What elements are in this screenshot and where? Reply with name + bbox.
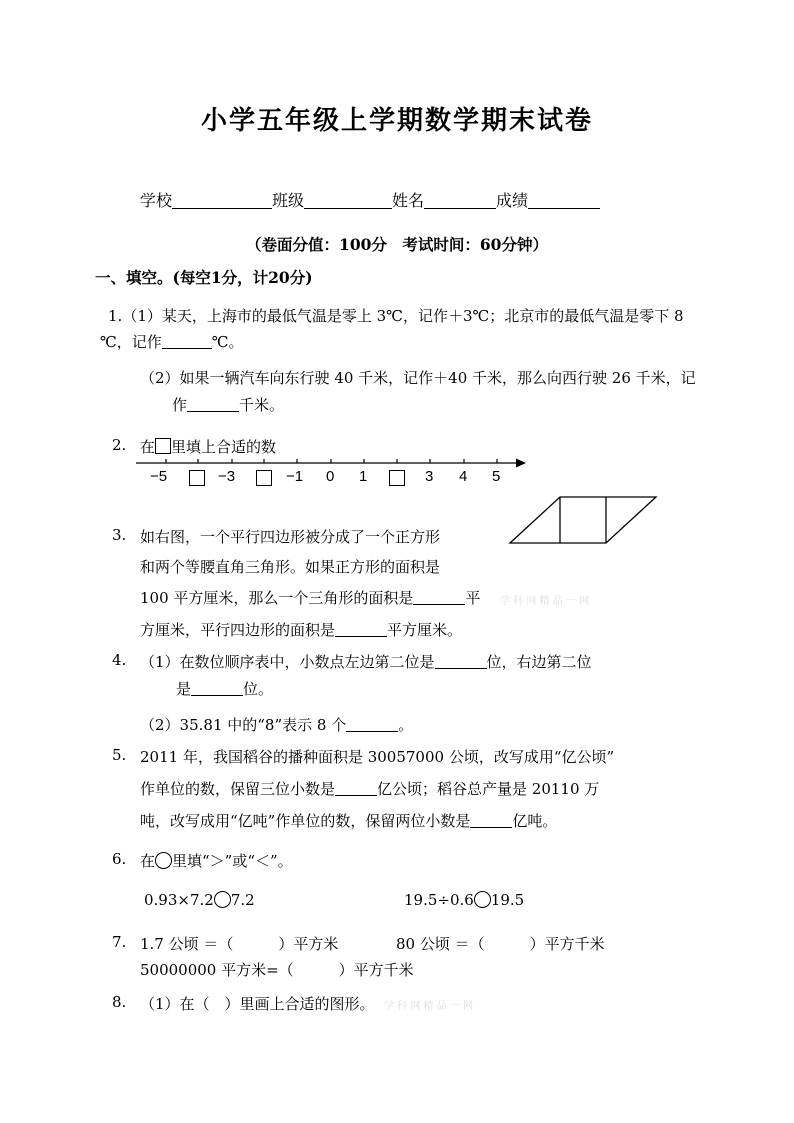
school-blank: [172, 192, 272, 209]
question-8-number: 8.: [112, 993, 127, 1011]
number-line-label: −5: [150, 468, 168, 485]
question-text: 作单位的数，保留三位小数是: [140, 780, 336, 798]
compare-item-a: [144, 891, 255, 909]
question-text: 在: [140, 438, 156, 456]
conversion-c: 50000000 平方米=（ ）平方千米: [140, 961, 414, 979]
circle-icon: [474, 891, 491, 908]
class-blank: [304, 192, 392, 209]
circle-icon: [214, 891, 231, 908]
question-5-line-1: 2011 年，我国稻谷的播种面积是 30057000 公顷，改写成用“亿公顷”: [140, 748, 615, 766]
score-label: 成绩: [496, 191, 529, 210]
number-line-label: −1: [286, 468, 304, 485]
question-4-line-3: [140, 714, 413, 735]
question-text: 里填上合适的数: [171, 438, 277, 456]
name-blank: [424, 192, 496, 209]
conversion-a: 1.7 公顷 ＝（ ）平方米: [140, 935, 339, 953]
question-6-text: [140, 850, 293, 871]
question-text: 亿公顷；稻谷总产量是 20110 万: [377, 780, 600, 798]
section-heading: 一、填空。(每空1分，计20分): [95, 268, 313, 287]
box-icon: [256, 470, 272, 486]
number-line-label: 5: [492, 468, 501, 485]
question-5-line-2: [140, 778, 599, 799]
class-label: 班级: [272, 191, 305, 210]
question-number: 1.: [108, 307, 123, 325]
answer-blank: [435, 654, 487, 669]
question-6-number: 6.: [112, 850, 127, 868]
question-5-number: 5.: [112, 746, 127, 764]
question-text: ℃。: [211, 333, 244, 351]
circle-icon: [155, 852, 172, 869]
question-3-line-2: 和两个等腰直角三角形。如果正方形的面积是: [140, 558, 441, 576]
question-text: 是: [176, 680, 192, 698]
arrow-icon: [516, 459, 526, 468]
box-icon: [389, 470, 405, 486]
school-label: 学校: [140, 191, 173, 210]
number-line-label: 3: [425, 468, 434, 485]
question-text: （2）35.81 中的“8”表示 8 个: [140, 716, 347, 734]
answer-blank: [413, 590, 465, 605]
question-2-text: [140, 436, 276, 457]
question-text: 位。: [243, 680, 274, 698]
question-3-line-1: 如右图，一个平行四边形被分成了一个正方形: [140, 528, 441, 546]
question-4-line-1: [140, 651, 592, 672]
question-text: 吨，改写成用“亿吨”作单位的数，保留两位小数是: [140, 812, 471, 830]
number-line-box: [189, 469, 205, 488]
answer-blank: [187, 397, 239, 412]
question-text: （1）在数位顺序表中，小数点左边第二位是: [140, 653, 435, 671]
number-line-box: [256, 469, 272, 488]
expression: 19.5: [490, 891, 525, 909]
question-8-text: （1）在（ ）里画上合适的图形。: [140, 995, 375, 1013]
question-4-number: 4.: [112, 651, 127, 669]
question-text: 作: [172, 396, 188, 414]
parallelogram-figure: [508, 494, 660, 546]
answer-blank: [346, 717, 398, 732]
score-blank: [528, 192, 600, 209]
page-title: 小学五年级上学期数学期末试卷: [200, 106, 593, 136]
question-text: ℃，记作: [100, 333, 162, 351]
question-5-line-3: [140, 810, 557, 831]
question-4-line-2: [176, 678, 273, 699]
number-line-label: 1: [359, 468, 368, 485]
question-text: 里填“＞”或“＜”。: [172, 852, 293, 870]
answer-blank: [191, 681, 243, 696]
answer-blank: [335, 781, 377, 796]
question-1-line-1: [108, 305, 684, 326]
question-3-number: 3.: [112, 526, 127, 544]
answer-blank: [470, 813, 512, 828]
question-text: 亿吨。: [512, 812, 558, 830]
number-line-label: −3: [218, 468, 236, 485]
conversion-b: 80 公顷 ＝（ ）平方千米: [396, 935, 605, 953]
question-1-line-2: [100, 331, 244, 352]
question-text: 100 平方厘米，那么一个三角形的面积是: [140, 589, 414, 607]
watermark: 学 科 网 精 品 一 网: [500, 596, 590, 607]
question-text: （1）某天，上海市的最低气温是零上 3℃，记作＋3℃；北京市的最低气温是零下 8: [122, 307, 684, 325]
compare-item-b: [404, 891, 524, 909]
answer-blank: [335, 622, 387, 637]
student-info-line: [140, 188, 600, 211]
question-text: 平: [465, 589, 481, 607]
box-icon: [189, 470, 205, 486]
box-icon: [155, 438, 171, 454]
question-1-part-2-line-1: （2）如果一辆汽车向东行驶 40 千米，记作＋40 千米，那么向西行驶 26 千米，记: [140, 369, 696, 387]
question-text: 位，右边第二位: [486, 653, 592, 671]
question-text: 在: [140, 852, 156, 870]
number-line-label: 0: [326, 468, 335, 485]
question-2-number: 2.: [112, 436, 127, 454]
name-label: 姓名: [392, 191, 425, 210]
expression: 0.93×7.2: [144, 891, 214, 909]
question-1-part-2-line-2: [172, 394, 284, 415]
question-text: 平方厘米。: [387, 621, 463, 639]
question-text: 。: [398, 716, 414, 734]
answer-blank: [162, 334, 212, 349]
exam-meta: （卷面分值：100分 考试时间：60分钟）: [246, 235, 548, 254]
watermark: 学 科 网 精 品 一 网: [384, 1001, 474, 1012]
question-text: 千米。: [239, 396, 285, 414]
question-7-number: 7.: [112, 933, 127, 951]
expression: 19.5÷0.6: [404, 891, 474, 909]
expression: 7.2: [230, 891, 255, 909]
number-line-label: 4: [459, 468, 468, 485]
question-text: 方厘米，平行四边形的面积是: [140, 621, 336, 639]
number-line-box: [389, 469, 405, 488]
question-3-line-4: [140, 619, 462, 640]
question-3-line-3: [140, 587, 480, 608]
